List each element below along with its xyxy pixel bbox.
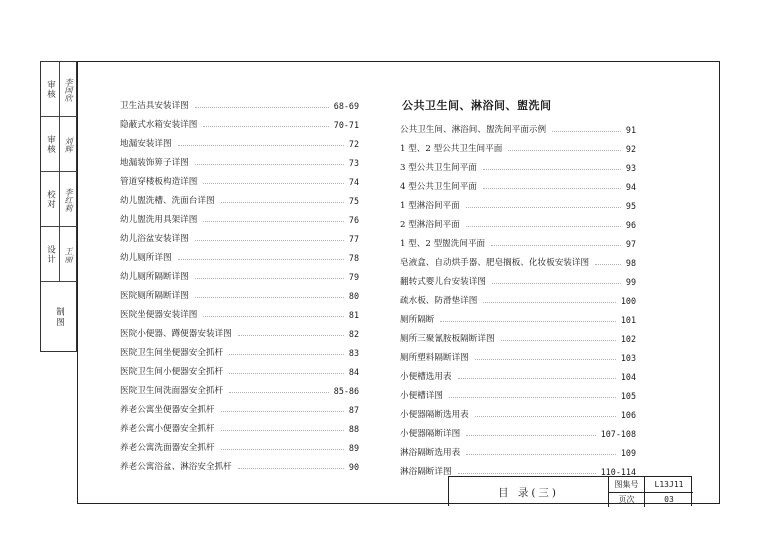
toc-entry-title: 翻转式婴儿台安装详图 — [400, 277, 486, 287]
toc-entry[interactable] — [400, 444, 636, 458]
toc-entry-page: 99 — [625, 277, 636, 287]
toc-entry[interactable] — [400, 235, 636, 249]
toc-entry[interactable] — [400, 178, 636, 192]
toc-leader — [508, 150, 621, 151]
approval-row — [41, 282, 78, 352]
toc-leader — [203, 316, 344, 317]
toc-entry[interactable] — [400, 159, 636, 173]
toc-entry-title: 幼儿厕所详图 — [120, 253, 172, 263]
toc-leader — [221, 202, 344, 203]
approval-row — [41, 172, 78, 227]
strip-divider — [59, 172, 60, 226]
toc-entry-page: 96 — [625, 220, 636, 230]
toc-entry-title: 淋浴隔断详图 — [400, 467, 452, 477]
toc-entry-page: 82 — [348, 329, 359, 339]
toc-leader — [238, 335, 344, 336]
toc-leader — [501, 340, 616, 341]
toc-entry[interactable] — [120, 249, 359, 263]
toc-entry-title: 医院坐便器安装详图 — [120, 310, 198, 320]
toc-entry-page: 104 — [620, 372, 636, 382]
toc-entry-title: 3 型公共卫生间平面 — [400, 163, 477, 173]
toc-entry[interactable] — [400, 273, 636, 287]
toc-entry-title: 小便器隔断详图 — [400, 429, 461, 439]
approval-label: 审核 — [45, 135, 56, 154]
toc-entry-title: 医院卫生间坐便器安全抓杆 — [120, 348, 224, 358]
toc-entry-title: 厕所塑料隔断详图 — [400, 353, 469, 363]
toc-leader — [203, 183, 344, 184]
toc-entry-page: 80 — [348, 291, 359, 301]
toc-entry-title: 养老公寓小便器安全抓杆 — [120, 424, 215, 434]
approval-label: 校对 — [45, 190, 56, 209]
toc-entry[interactable] — [400, 349, 636, 363]
approval-signature: 王丽 — [64, 246, 73, 263]
toc-entry-title: 医院卫生间洗面器安全抓杆 — [120, 386, 224, 396]
toc-leader — [203, 221, 344, 222]
toc-entry-page: 109 — [620, 448, 636, 458]
approval-row — [41, 117, 78, 172]
toc-entry-title: 公共卫生间、淋浴间、盥洗间平面示例 — [400, 125, 547, 135]
toc-entry-title: 幼儿盥洗槽、洗面台详图 — [120, 196, 215, 206]
approval-row — [41, 62, 78, 117]
toc-entry[interactable] — [120, 287, 359, 301]
toc-entry-page: 73 — [348, 158, 359, 168]
toc-leader — [466, 435, 596, 436]
toc-entry-page: 72 — [348, 139, 359, 149]
toc-entry-title: 管道穿楼板构造详图 — [120, 177, 198, 187]
atlas-number-value: L13J11 — [654, 480, 684, 489]
toc-entry[interactable] — [120, 97, 359, 111]
page-number-label: 页次 — [609, 492, 645, 507]
toc-entry-title: 小便器隔断选用表 — [400, 410, 469, 420]
toc-entry-page: 74 — [348, 177, 359, 187]
toc-entry[interactable] — [400, 197, 636, 211]
toc-entry-page: 76 — [348, 215, 359, 225]
toc-entry-page: 91 — [625, 125, 636, 135]
toc-entry-page: 105 — [620, 391, 636, 401]
toc-entry[interactable] — [400, 330, 636, 344]
toc-entry-page: 98 — [625, 258, 636, 268]
toc-entry-title: 医院卫生间小便器安全抓杆 — [120, 367, 224, 377]
toc-entry[interactable] — [120, 230, 359, 244]
toc-entry-page: 107-108 — [600, 429, 636, 439]
toc-entry[interactable] — [120, 344, 359, 358]
toc-leader — [221, 449, 344, 450]
toc-entry[interactable] — [120, 135, 359, 149]
toc-leader — [458, 378, 616, 379]
toc-leader — [466, 207, 621, 208]
title-block — [448, 476, 692, 506]
approval-row — [41, 227, 78, 282]
toc-entry-title: 幼儿浴盆安装详图 — [120, 234, 189, 244]
toc-entry-page: 79 — [348, 272, 359, 282]
toc-entry[interactable] — [120, 382, 359, 396]
toc-entry-page: 87 — [348, 405, 359, 415]
toc-leader — [195, 278, 344, 279]
toc-leader — [475, 359, 616, 360]
toc-entry-page: 75 — [348, 196, 359, 206]
approval-label: 设计 — [45, 245, 56, 264]
toc-leader — [483, 188, 621, 189]
toc-entry-page: 81 — [348, 310, 359, 320]
toc-entry[interactable] — [400, 387, 636, 401]
toc-entry-title: 养老公寓浴盆、淋浴安全抓杆 — [120, 462, 232, 472]
toc-entry-page: 92 — [625, 144, 636, 154]
toc-leader — [221, 430, 344, 431]
toc-entry-page: 97 — [625, 239, 636, 249]
toc-leader — [195, 107, 329, 108]
toc-entry-page: 102 — [620, 334, 636, 344]
toc-leader — [229, 354, 344, 355]
approval-signature: 李国欣 — [64, 77, 73, 102]
toc-entry[interactable] — [400, 311, 636, 325]
toc-entry-title: 地漏安装详图 — [120, 139, 172, 149]
toc-entry-page: 70-71 — [333, 120, 359, 130]
toc-entry-title: 4 型公共卫生间平面 — [400, 182, 477, 192]
toc-entry-page: 100 — [620, 296, 636, 306]
toc-leader — [475, 416, 616, 417]
toc-entry-page: 95 — [625, 201, 636, 211]
toc-entry-page: 103 — [620, 353, 636, 363]
toc-entry-title: 养老公寓洗面器安全抓杆 — [120, 443, 215, 453]
toc-entry-page: 78 — [348, 253, 359, 263]
toc-entry[interactable] — [400, 140, 636, 154]
strip-divider — [59, 62, 60, 116]
toc-leader — [466, 226, 621, 227]
toc-entry-title: 医院小便器、蹲便器安装详图 — [120, 329, 232, 339]
title-block-title: 目 录(三) — [449, 477, 609, 507]
toc-entry[interactable] — [120, 192, 359, 206]
toc-leader — [491, 245, 621, 246]
toc-leader — [440, 321, 615, 322]
toc-entry-title: 地漏装饰箅子详图 — [120, 158, 189, 168]
toc-entry-page: 94 — [625, 182, 636, 192]
toc-leader — [195, 297, 344, 298]
approval-label: 制图 — [54, 306, 65, 328]
toc-entry-title: 1 型、2 型盥洗间平面 — [400, 239, 486, 249]
toc-entry-page: 88 — [348, 424, 359, 434]
toc-leader — [229, 373, 344, 374]
toc-leader — [195, 164, 344, 165]
toc-leader — [458, 473, 596, 474]
toc-leader — [595, 264, 621, 265]
toc-leader — [195, 240, 344, 241]
toc-entry-page: 84 — [348, 367, 359, 377]
toc-entry-title: 2 型淋浴间平面 — [400, 220, 460, 230]
toc-entry-title: 厕所隔断 — [400, 315, 435, 325]
toc-entry[interactable] — [400, 254, 636, 268]
toc-leader — [203, 126, 328, 127]
toc-entry-title: 小便槽详图 — [400, 391, 443, 401]
toc-entry[interactable] — [120, 211, 359, 225]
toc-leader — [483, 302, 616, 303]
toc-leader — [229, 392, 329, 393]
toc-leader — [449, 397, 616, 398]
toc-entry[interactable] — [120, 173, 359, 187]
toc-entry[interactable] — [120, 420, 359, 434]
toc-entry-title: 淋浴隔断选用表 — [400, 448, 461, 458]
toc-entry-title: 1 型、2 型公共卫生间平面 — [400, 144, 503, 154]
toc-entry[interactable] — [120, 116, 359, 130]
toc-leader — [221, 411, 344, 412]
toc-entry-title: 卫生洁具安装详图 — [120, 101, 189, 111]
toc-entry[interactable] — [400, 292, 636, 306]
toc-entry-title: 养老公寓坐便器安全抓杆 — [120, 405, 215, 415]
toc-entry-title: 幼儿厕所隔断详图 — [120, 272, 189, 282]
toc-entry-title: 隐蔽式水箱安装详图 — [120, 120, 198, 130]
toc-entry[interactable] — [120, 306, 359, 320]
toc-leader — [466, 454, 616, 455]
toc-entry-title: 疏水板、防滑垫详图 — [400, 296, 478, 306]
toc-leader — [483, 169, 621, 170]
toc-entry[interactable] — [120, 154, 359, 168]
toc-entry[interactable] — [400, 216, 636, 230]
toc-entry-title: 皂液盒、自动烘手器、肥皂搁板、化妆板安装详图 — [400, 258, 590, 268]
toc-entry[interactable] — [400, 425, 636, 439]
toc-entry-page: 106 — [620, 410, 636, 420]
section-heading: 公共卫生间、淋浴间、盥洗间 — [402, 99, 552, 112]
toc-entry-page: 110-114 — [600, 467, 636, 477]
toc-entry-page: 77 — [348, 234, 359, 244]
toc-entry[interactable] — [120, 325, 359, 339]
toc-entry-title: 厕所三聚氰胺板隔断详图 — [400, 334, 495, 344]
toc-entry-page: 68-69 — [333, 101, 359, 111]
toc-entry-page: 93 — [625, 163, 636, 173]
toc-leader — [178, 259, 344, 260]
toc-entry[interactable] — [120, 363, 359, 377]
toc-entry-page: 101 — [620, 315, 636, 325]
toc-entry-title: 医院厕所隔断详图 — [120, 291, 189, 301]
approval-signature: 刘辉 — [64, 136, 73, 153]
toc-leader — [178, 145, 344, 146]
approval-strip — [40, 61, 77, 352]
toc-leader — [552, 131, 621, 132]
toc-entry-title: 1 型淋浴间平面 — [400, 201, 460, 211]
toc-entry[interactable] — [400, 463, 636, 477]
approval-label: 审核 — [45, 80, 56, 99]
toc-entry[interactable] — [400, 121, 636, 135]
strip-divider — [59, 117, 60, 171]
toc-entry[interactable] — [120, 458, 359, 472]
toc-entry-title: 小便槽选用表 — [400, 372, 452, 382]
toc-entry-page: 89 — [348, 443, 359, 453]
toc-entry-title: 幼儿盥洗用具架详图 — [120, 215, 198, 225]
toc-entry[interactable] — [400, 406, 636, 420]
toc-entry-page: 90 — [348, 462, 359, 472]
toc-entry[interactable] — [120, 439, 359, 453]
atlas-number-label: 图集号 — [609, 477, 645, 492]
toc-leader — [492, 283, 621, 284]
approval-signature: 李红莉 — [64, 187, 73, 212]
toc-entry-page: 83 — [348, 348, 359, 358]
toc-entry[interactable] — [120, 268, 359, 282]
page-number-value: 03 — [664, 495, 674, 504]
toc-leader — [238, 468, 344, 469]
toc-entry[interactable] — [400, 368, 636, 382]
toc-entry[interactable] — [120, 401, 359, 415]
strip-divider — [59, 227, 60, 281]
toc-entry-page: 85-86 — [333, 386, 359, 396]
